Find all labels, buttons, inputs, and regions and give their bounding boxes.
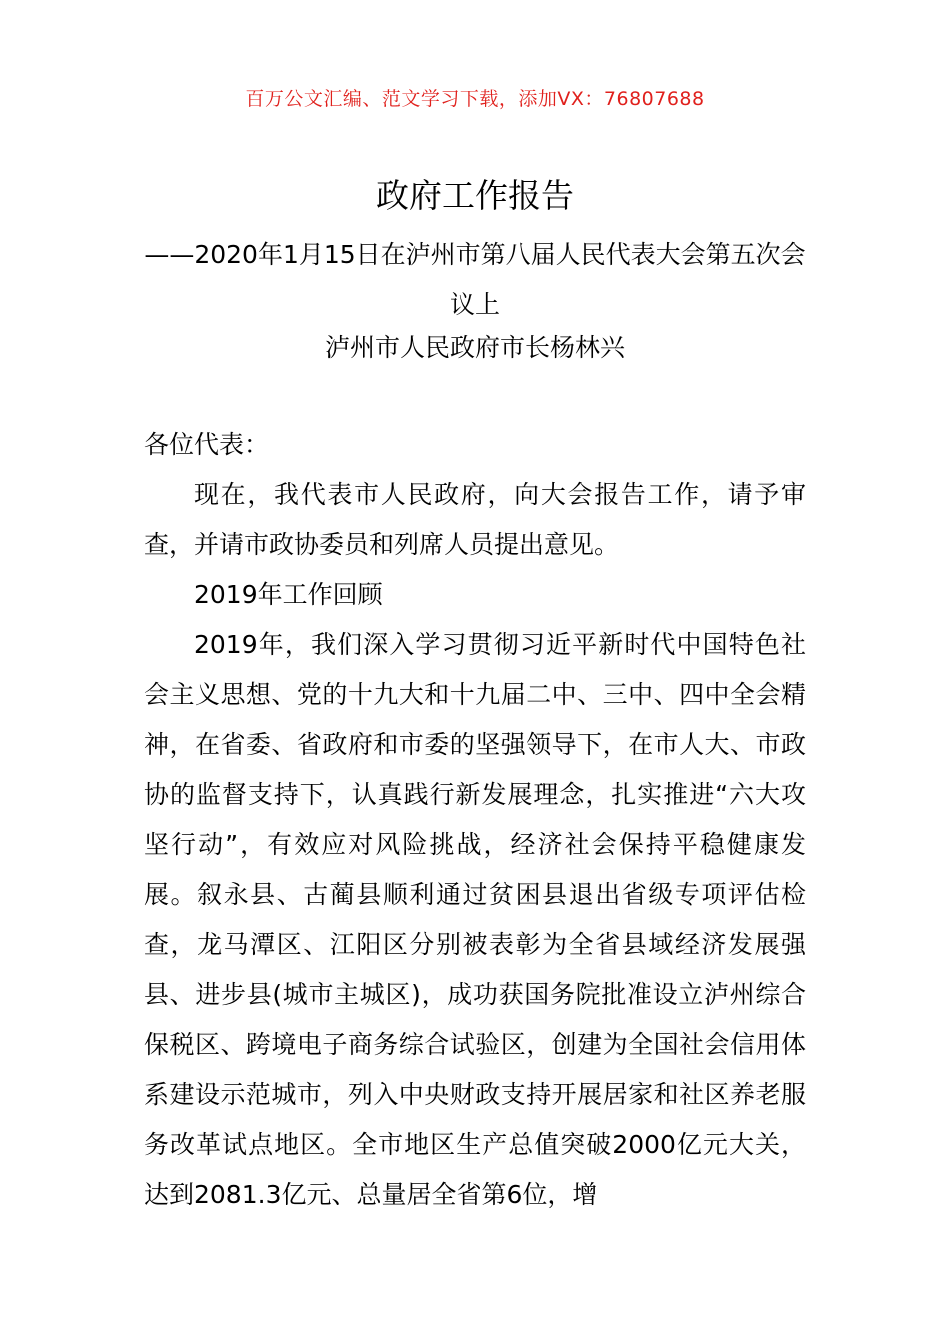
- paragraph-intro: 现在，我代表市人民政府，向大会报告工作，请予审查，并请市政协委员和列席人员提出意见。: [144, 480, 806, 559]
- document-author: 泸州市人民政府市长杨林兴: [324, 333, 625, 362]
- salutation: 各位代表：: [144, 430, 270, 459]
- section-heading: 2019年工作回顾: [194, 580, 383, 609]
- document-body: [144, 420, 806, 1220]
- watermark-banner: 百万公文汇编、范文学习下载，添加VX：76807688: [245, 88, 705, 110]
- document-title: 政府工作报告: [376, 176, 574, 215]
- document-subtitle: ——2020年1月15日在泸州市第八届人民代表大会第五次会议上: [144, 240, 806, 319]
- paragraph-review: 2019年，我们深入学习贯彻习近平新时代中国特色社会主义思想、党的十九大和十九届二中、三中、四中全会精神，在省委、省政府和市委的坚强领导下，在市人大、市政协的监督支持下，认真践行新发展理念，扎实推进“六大攻坚行动”，有效应对风险挑战，经济社会保持平稳健康发展。叙永县、古蔺县顺利通过贫困县退出省级专项评估检查，龙马潭区、江阳区分别被表彰为全省县域经济发展强县、进步县(城市主城区)，成功获国务院批准设立泸州综合保税区、跨境电子商务综合试验区，创建为全国社会信用体系建设示范城市，列入中央财政支持开展居家和社区养老服务改革试点地区。全市地区生产总值突破2000亿元大关，达到2081.3亿元、总量居全省第6位，增: [144, 630, 806, 1209]
